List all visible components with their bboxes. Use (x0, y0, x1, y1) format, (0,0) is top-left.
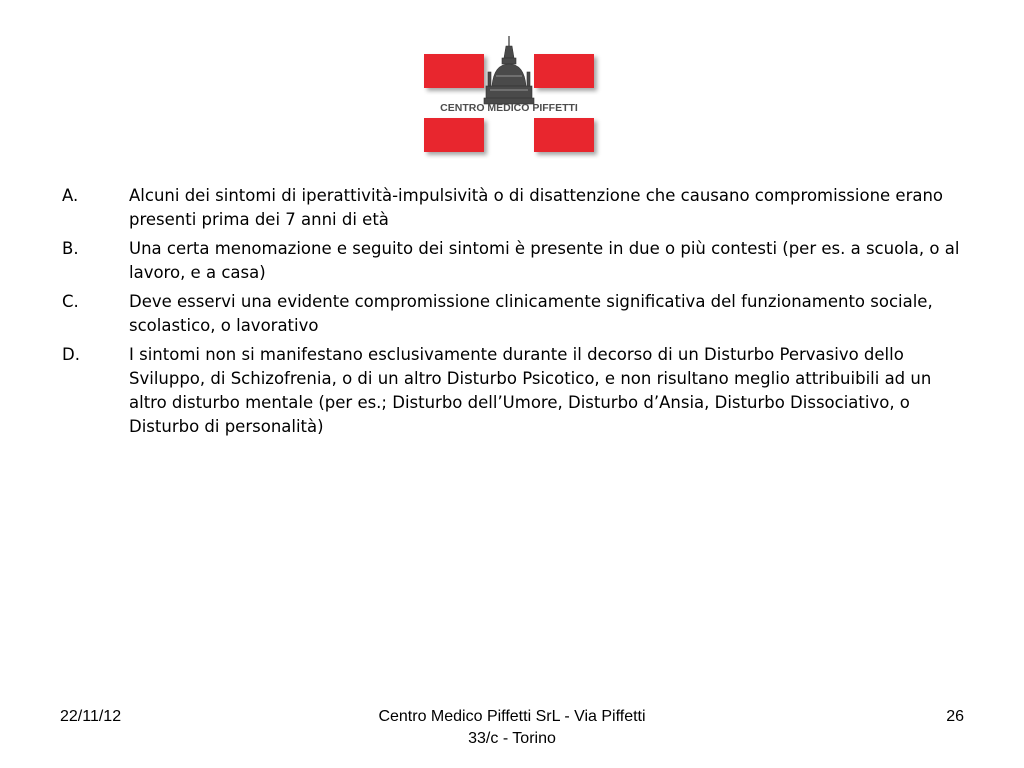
centro-medico-piffetti-logo (418, 36, 602, 160)
criterion-b (62, 237, 962, 285)
mole-antonelliana-icon (484, 36, 534, 104)
footer-company: Centro Medico Piffetti SrL - Via Piffetti 33/c - Torino (378, 708, 646, 747)
criterion-marker: B. (62, 239, 79, 258)
criterion-marker: A. (62, 186, 79, 205)
criterion-text: I sintomi non si manifestano esclusivamente durante il decorso di un Disturbo Pervasivo dello Sviluppo, di Schizofrenia, o di un altro Disturbo Psicotico, e non risultano meglio attribuibili ad un altro disturbo mentale (per es.; Disturbo dell’Umore, Disturbo d’Ansia, Disturbo Dissociativo, o Disturbo di personalità) (129, 345, 932, 436)
footer-date: 22/11/12 (60, 708, 122, 725)
footer-page-number: 26 (946, 708, 964, 725)
logo-graphic (418, 36, 602, 160)
criterion-c (62, 290, 962, 338)
criterion-text: Deve esservi una evidente compromissione clinicamente significativa del funzionamento sociale, scolastico, o lavorativo (129, 292, 933, 335)
criterion-text: Una certa menomazione e seguito dei sintomi è presente in due o più contesti (per es. a scuola, o al lavoro, e a casa) (129, 239, 960, 282)
criterion-marker: C. (62, 292, 79, 311)
criterion-marker: D. (62, 345, 80, 364)
criterion-a (62, 184, 962, 232)
criterion-text: Alcuni dei sintomi di iperattività-impulsività o di disattenzione che causano compromissione erano presenti prima dei 7 anni di età (129, 186, 944, 229)
logo-text: CENTRO MEDICO PIFFETTI (440, 102, 578, 114)
criteria-list (62, 184, 962, 444)
criterion-d (62, 343, 962, 439)
